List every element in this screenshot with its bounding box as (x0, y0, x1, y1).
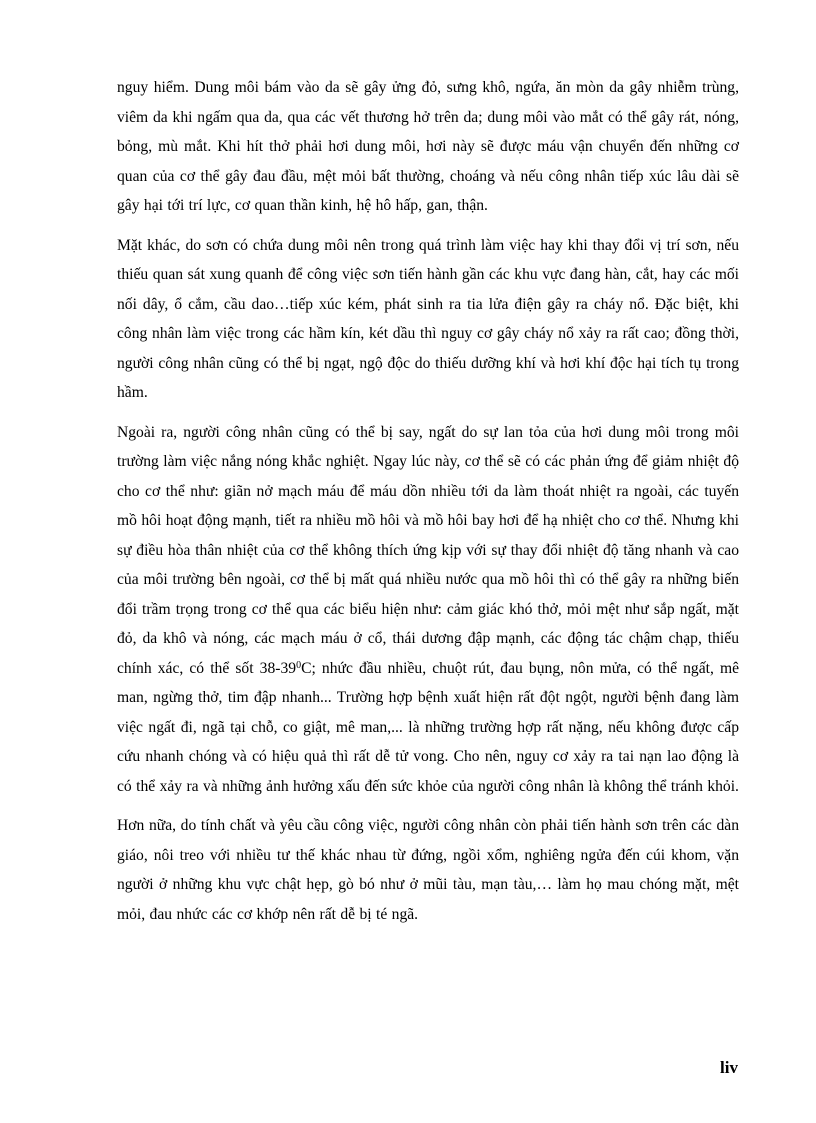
document-body (117, 73, 739, 929)
paragraph-heat-stress (117, 418, 739, 802)
paragraph-fire-risk: Mặt khác, do sơn có chứa dung môi nên trong quá trình làm việc hay khi thay đổi vị trí sơn, nếu thiếu quan sát xung quanh để công việc sơn tiến hành gần các khu vực đang hàn, cắt, hay các mối nối dây, ổ cắm, cầu dao…tiếp xúc kém, phát sinh ra tia lửa điện gây ra cháy nổ. Đặc biệt, khi công nhân làm việc trong các hầm kín, két dầu thì nguy cơ gây cháy nổ xảy ra rất cao; đồng thời, người công nhân cũng có thể bị ngạt, ngộ độc do thiếu dưỡng khí và hơi khí độc hại tích tụ trong hầm. (117, 236, 739, 401)
paragraph-heat-stress-part-1: Ngoài ra, người công nhân cũng có thể bị say, ngất do sự lan tỏa của hơi dung môi trong môi trường làm việc nắng nóng khắc nghiệt. Ngay lúc này, cơ thể sẽ có các phản ứng để giảm nhiệt độ cho cơ thể như: giãn nở mạch máu để máu dồn nhiều tới da làm thoát nhiệt ra ngoài, các tuyến mồ hôi hoạt động mạnh, tiết ra nhiều mồ hôi và mồ hôi bay hơi để hạ nhiệt cho cơ thể. Nhưng khi sự điều hòa thân nhiệt của cơ thể không thích ứng kịp với sự thay đổi nhiệt độ tăng nhanh và cao của môi trường bên ngoài, cơ thể bị mất quá nhiều nước qua mồ hôi thì có thể gây ra những biến đổi trầm trọng trong cơ thể qua các biểu hiện như: cảm giác khó thở, mỏi mệt như sắp ngất, mặt đỏ, da khô và nóng, các mạch máu ở cổ, thái dương đập mạnh, các động tác chậm chạp, thiếu chính xác, có thể sốt 38-39 (117, 423, 739, 677)
page-number: liv (720, 1058, 738, 1077)
paragraph-dung-moi-harm: nguy hiểm. Dung môi bám vào da sẽ gây ửng đỏ, sưng khô, ngứa, ăn mòn da gây nhiễm trùng, viêm da khi ngấm qua da, qua các vết thương hở trên da; dung môi vào mắt có thể gây rát, nóng, bỏng, mù mắt. Khi hít thở phải hơi dung môi, hơi này sẽ được máu vận chuyển đến những cơ quan của cơ thể gây đau đầu, mệt mỏi bất thường, choáng và nếu công nhân tiếp xúc lâu dài sẽ gây hại tới trí lực, cơ quan thần kinh, hệ hô hấp, gan, thận. (117, 79, 739, 214)
paragraph-heat-stress-part-2: C; nhức đầu nhiều, chuột rút, đau bụng, nôn mửa, có thể ngất, mê man, ngừng thở, tim đập nhanh... Trường hợp bệnh xuất hiện rất đột ngột, người bệnh đang làm việc ngất đi, ngã tại chỗ, co giật, mê man,... là những trường hợp rất nặng, nếu không được cấp cứu nhanh chóng và có hiệu quả thì rất dễ tử vong. Cho nên, nguy cơ xảy ra tai nạn lao động là có thể xảy ra và những ảnh hưởng xấu đến sức khỏe của người công nhân là không thể tránh khỏi. (117, 659, 739, 795)
paragraph-working-posture: Hơn nữa, do tính chất và yêu cầu công việc, người công nhân còn phải tiến hành sơn trên các dàn giáo, nôi treo với nhiều tư thế khác nhau từ đứng, ngồi xổm, nghiêng ngửa đến cúi khom, vặn người ở những khu vực chật hẹp, gò bó như ở mũi tàu, mạn tàu,… làm họ mau chóng mặt, mệt mỏi, đau nhức các cơ khớp nên rất dễ bị té ngã. (117, 817, 739, 923)
degree-superscript: 0 (296, 659, 302, 671)
